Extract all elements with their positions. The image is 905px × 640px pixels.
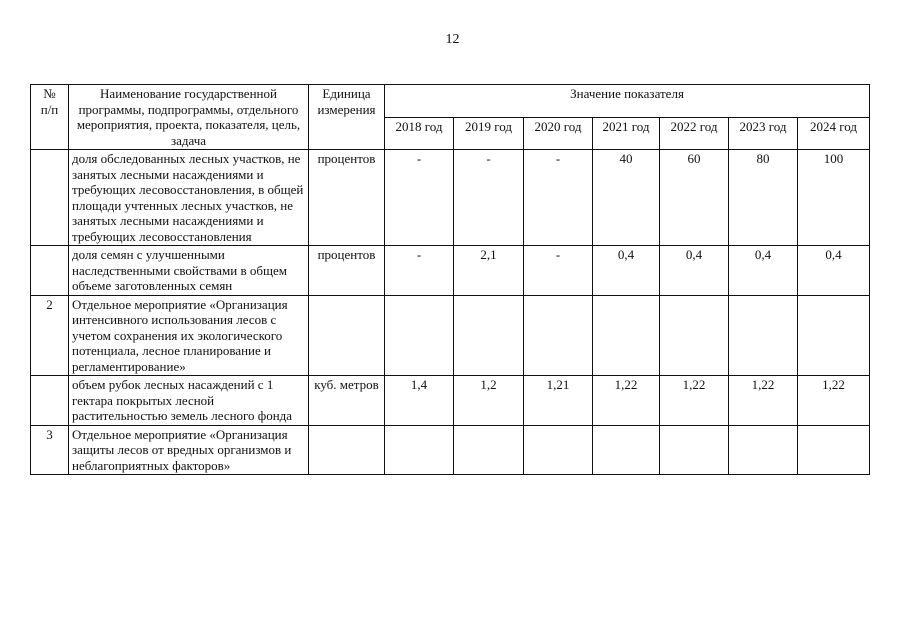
row-value bbox=[385, 295, 454, 376]
row-value: 1,21 bbox=[524, 376, 593, 426]
row-value bbox=[524, 295, 593, 376]
row-unit: процентов bbox=[309, 246, 385, 296]
row-number bbox=[31, 246, 69, 296]
row-name: доля обследованных лесных участков, не занятых лесными насаждениями и требующих лесовосстановления, в общей площади учтенных лесных участков, не занятых лесными насаждениями и требующих лесовосстановления bbox=[69, 150, 309, 246]
table-header bbox=[31, 85, 870, 150]
header-unit: Единица измерения bbox=[309, 85, 385, 150]
header-year: 2018 год bbox=[385, 117, 454, 150]
table-row bbox=[31, 425, 870, 475]
row-value bbox=[524, 425, 593, 475]
row-number bbox=[31, 150, 69, 246]
header-num: № п/п bbox=[31, 85, 69, 150]
row-name: Отдельное мероприятие «Организация интенсивного использования лесов с учетом сохранения их экологического потенциала, лесное планирование и регламентирование» bbox=[69, 295, 309, 376]
row-value: 1,22 bbox=[660, 376, 729, 426]
row-value: 1,22 bbox=[798, 376, 870, 426]
row-value: 0,4 bbox=[798, 246, 870, 296]
row-value bbox=[593, 425, 660, 475]
row-value bbox=[593, 295, 660, 376]
row-value: - bbox=[454, 150, 524, 246]
table-row bbox=[31, 246, 870, 296]
row-value: 1,4 bbox=[385, 376, 454, 426]
header-year: 2021 год bbox=[593, 117, 660, 150]
table-row bbox=[31, 295, 870, 376]
row-number: 2 bbox=[31, 295, 69, 376]
header-name: Наименование государственной программы, подпрограммы, отдельного мероприятия, проекта, показателя, цель, задача bbox=[69, 85, 309, 150]
row-unit: процентов bbox=[309, 150, 385, 246]
row-value: 0,4 bbox=[729, 246, 798, 296]
row-value bbox=[385, 425, 454, 475]
row-value: 1,22 bbox=[593, 376, 660, 426]
header-year: 2019 год bbox=[454, 117, 524, 150]
row-value: - bbox=[385, 150, 454, 246]
indicators-table bbox=[30, 84, 870, 475]
row-value: 0,4 bbox=[593, 246, 660, 296]
row-value bbox=[454, 295, 524, 376]
row-number bbox=[31, 376, 69, 426]
header-year: 2024 год bbox=[798, 117, 870, 150]
row-value: - bbox=[385, 246, 454, 296]
row-value: 40 bbox=[593, 150, 660, 246]
header-year: 2023 год bbox=[729, 117, 798, 150]
row-unit: куб. метров bbox=[309, 376, 385, 426]
row-value: 1,22 bbox=[729, 376, 798, 426]
table-row bbox=[31, 376, 870, 426]
row-value: 80 bbox=[729, 150, 798, 246]
row-value: - bbox=[524, 246, 593, 296]
header-value-group: Значение показателя bbox=[385, 85, 870, 118]
table-row bbox=[31, 150, 870, 246]
header-year: 2020 год bbox=[524, 117, 593, 150]
row-unit bbox=[309, 295, 385, 376]
row-value: 60 bbox=[660, 150, 729, 246]
row-value bbox=[454, 425, 524, 475]
header-year: 2022 год bbox=[660, 117, 729, 150]
row-name: объем рубок лесных насаждений с 1 гектара покрытых лесной растительностью земель лесного фонда bbox=[69, 376, 309, 426]
row-value bbox=[660, 295, 729, 376]
row-name: Отдельное мероприятие «Организация защиты лесов от вредных организмов и неблагоприятных факторов» bbox=[69, 425, 309, 475]
row-number: 3 bbox=[31, 425, 69, 475]
row-value bbox=[660, 425, 729, 475]
row-name: доля семян с улучшенными наследственными свойствами в общем объеме заготовленных семян bbox=[69, 246, 309, 296]
row-value bbox=[798, 295, 870, 376]
row-value: 0,4 bbox=[660, 246, 729, 296]
row-value: 2,1 bbox=[454, 246, 524, 296]
row-value bbox=[798, 425, 870, 475]
row-value bbox=[729, 295, 798, 376]
page-number: 12 bbox=[445, 32, 460, 47]
table-body bbox=[31, 150, 870, 475]
row-value: - bbox=[524, 150, 593, 246]
row-value: 1,2 bbox=[454, 376, 524, 426]
row-value bbox=[729, 425, 798, 475]
row-unit bbox=[309, 425, 385, 475]
row-value: 100 bbox=[798, 150, 870, 246]
